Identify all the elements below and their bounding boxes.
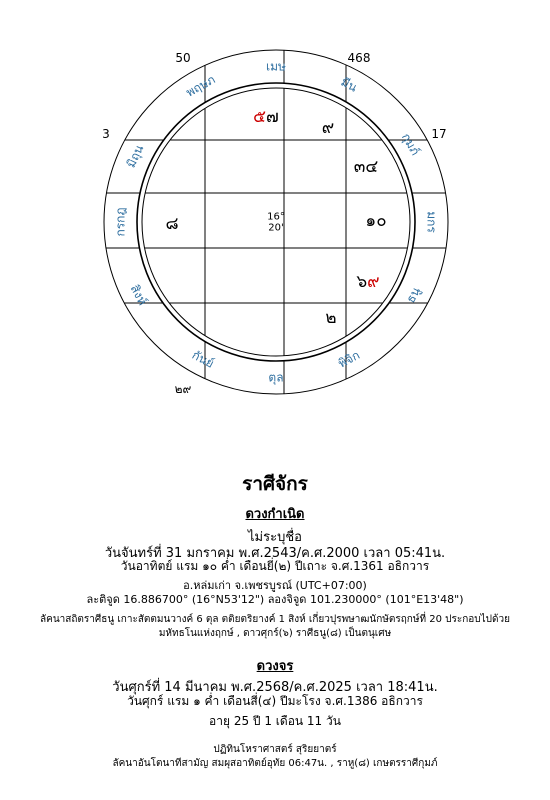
birth-heading: ดวงกำเนิด (245, 507, 305, 522)
center-degree-line: 20' (268, 222, 284, 234)
sign-label: พิจิก (335, 347, 363, 371)
planet-glyph: ๒ (325, 308, 337, 328)
sign-label: พฤษภ (183, 72, 218, 100)
planet-glyph: ๕ (253, 107, 267, 127)
sign-label: กุมภ์ (398, 130, 423, 158)
footer-lagna: ลัคนาอันโตนาทีสามัญ สมผุสอาทิตย์อุทัย 06:47น. , ราหู(๘) เกษตรราศีกุมภ์ (112, 758, 438, 769)
planet-meen (322, 118, 334, 138)
sign-label: มีน (338, 74, 360, 95)
center-degree-line: 16° (267, 211, 285, 223)
birth-lagna-line1: ลัคนาสถิตราศีธนู เกาะสัตตมนวางค์ 6 ตุล ตติยตริยางค์ 1 สิงห์ เกี่ยวปุรพษาฒนักษัตรฤกษ์ที่ 20 ประกอบไปด้วย (40, 614, 510, 625)
planet-pichik (325, 308, 336, 328)
outer-number: 50 (175, 51, 191, 65)
page-title: ราศีจักร (242, 473, 308, 495)
planet-glyph: ๖ (356, 272, 368, 292)
planet-glyph: ๓๔ (353, 157, 379, 177)
sign-label: ธนู (403, 284, 424, 306)
planet-mesh (253, 107, 279, 127)
center-degree (267, 212, 285, 234)
sign-label: เมษ (266, 59, 286, 74)
birth-lunar: วันอาทิตย์ แรม ๑๐ ค่ำ เดือนยี่(๒) ปีเถาะ จ.ศ.1361 อธิกวาร (120, 559, 430, 573)
planet-kumbh (354, 157, 379, 177)
transit-age: อายุ 25 ปี 1 เดือน 11 วัน (209, 714, 341, 728)
planet-glyph: ๘ (165, 214, 179, 234)
birth-name: ไม่ระบุชื่อ (248, 530, 302, 545)
sign-label: มิถุน (123, 142, 147, 170)
sign-label: มกร (424, 211, 439, 233)
planet-glyph: ๙ (321, 118, 335, 138)
transit-heading: ดวงจร (256, 659, 294, 674)
planet-kakkata (165, 214, 178, 234)
outer-number: 17 (431, 127, 447, 141)
sign-label: ตุล (268, 370, 284, 385)
sign-label: กันย์ (189, 347, 217, 371)
sign-label: กรกฎ (113, 207, 128, 237)
planet-glyph: ๙ (367, 272, 380, 292)
outer-number: ๒๙ (174, 382, 192, 396)
birth-coordinates: ละติจูด 16.886700° (16°N53'12") ลองจิจูด 101.230000° (101°E13'48") (86, 593, 464, 606)
planet-glyph: ๑๐ (365, 211, 387, 231)
birth-lagna-line2: มหัทธโนแห่งฤกษ์ , ดาวศุกร์(๖) ราศีธนู(๘) เป็นตนุเศษ (158, 628, 392, 639)
footer-calendar: ปฏิทินโหราศาสตร์ สุริยยาตร์ (213, 744, 337, 755)
planet-glyph: ๗ (266, 107, 279, 127)
transit-lunar: วันศุกร์ แรม ๑ ค่ำ เดือนสี่(๔) ปีมะโรง จ.ศ.1386 อธิกวาร (127, 694, 423, 708)
sign-label: สิงห์ (127, 282, 150, 308)
birth-place: อ.หล่มเก่า จ.เพชรบูรณ์ (UTC+07:00) (183, 579, 367, 592)
planet-thanu (356, 272, 379, 292)
transit-date: วันศุกร์ที่ 14 มีนาคม พ.ศ.2568/ค.ศ.2025 เวลา 18:41น. (112, 680, 438, 695)
planet-makara (365, 211, 386, 231)
birth-date: วันจันทร์ที่ 31 มกราคม พ.ศ.2543/ค.ศ.2000 เวลา 05:41น. (104, 546, 446, 561)
outer-number: 468 (347, 51, 371, 65)
outer-number: 3 (102, 127, 110, 141)
